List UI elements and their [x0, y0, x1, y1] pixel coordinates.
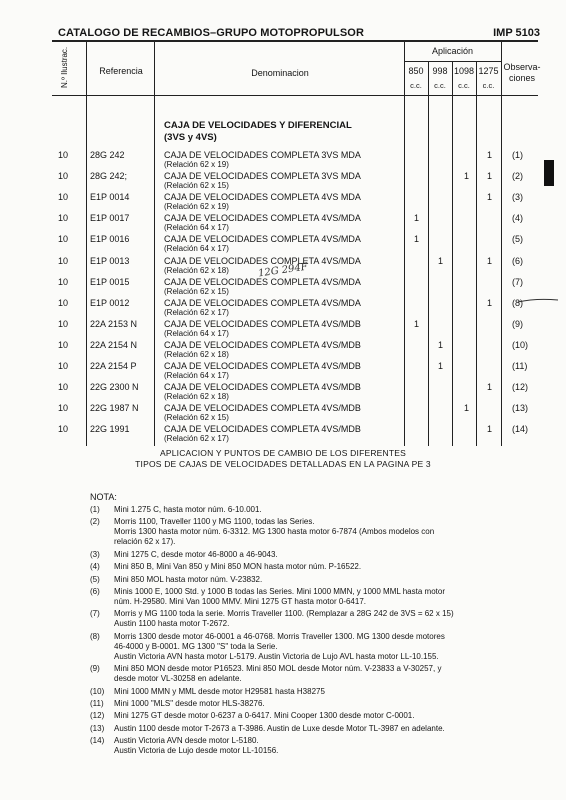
header-bottom-rule — [52, 95, 538, 96]
observation-ref: (14) — [512, 424, 529, 435]
note-text: desde motor VL-30258 en adelante. — [114, 674, 242, 684]
observation-ref: (11) — [512, 361, 528, 371]
note-text: Austin Victoria de Lujo desde motor LL-10156. — [114, 746, 279, 756]
col-header-application: Aplicación — [431, 46, 474, 56]
application-mark: 1 — [414, 318, 420, 329]
gear-ratio: (Relación 62 x 18) — [164, 392, 229, 402]
illustration-number: 10 — [58, 297, 69, 308]
table-row — [0, 150, 566, 171]
observation-ref: (9) — [512, 318, 523, 329]
part-description: CAJA DE VELOCIDADES COMPLETA 4VS/MDB — [164, 424, 361, 435]
note-text: 46-4000 y B-0001. MG 1300 "S" toda la Serie. — [114, 641, 278, 651]
table-row — [0, 298, 566, 319]
observation-ref: (8) — [512, 297, 523, 308]
part-description: CAJA DE VELOCIDADES COMPLETA 4VS/MDB — [164, 361, 361, 371]
note-key: (2) — [90, 517, 100, 527]
gear-ratio: (Relación 64 x 17) — [164, 371, 229, 380]
application-mark: 1 — [438, 361, 444, 371]
illustration-number: 10 — [58, 403, 69, 414]
illustration-number: 10 — [58, 171, 69, 182]
illustration-number: 10 — [58, 234, 69, 245]
note-text: Mini 1275 C, desde motor 46-8000 a 46-9043. — [114, 549, 278, 559]
part-description: CAJA DE VELOCIDADES COMPLETA 4VS/MDA — [164, 297, 361, 308]
catalog-code: IMP 5103 — [493, 27, 540, 39]
illustration-number: 10 — [58, 339, 69, 350]
illustration-number: 10 — [58, 150, 69, 160]
note-key: (9) — [90, 664, 100, 674]
col-header-description: Denominacion — [251, 68, 309, 78]
part-reference: 22A 2154 N — [90, 339, 138, 350]
observation-ref: (5) — [512, 234, 523, 245]
col-header-850: 850 — [408, 66, 424, 76]
illustration-number: 10 — [58, 318, 69, 329]
part-description: CAJA DE VELOCIDADES COMPLETA 4VS/MDB — [164, 382, 361, 393]
table-row — [0, 319, 566, 340]
note-key: (12) — [90, 711, 105, 721]
unit-998: c.c. — [434, 81, 446, 90]
col-header-illustration: N.º Ilustrac. — [60, 46, 69, 88]
table-row — [0, 403, 566, 424]
part-reference: 22G 1987 N — [90, 403, 139, 414]
part-reference: E1P 0016 — [90, 234, 130, 245]
part-description: CAJA DE VELOCIDADES COMPLETA 3VS MDA — [164, 150, 361, 160]
part-reference: E1P 0013 — [90, 255, 130, 266]
part-reference: E1P 0014 — [90, 192, 130, 203]
note-text: Minis 1000 E, 1000 Std. y 1000 B todas las Series. Mini 1000 MMN, y 1000 MML hasta motor — [114, 587, 445, 596]
part-description: CAJA DE VELOCIDADES COMPLETA 4VS/MDB — [164, 403, 361, 414]
application-mark: 1 — [464, 171, 470, 182]
note-key: (10) — [90, 686, 105, 696]
col-header-1275: 1275 — [478, 66, 499, 76]
handwritten-arrow — [516, 296, 560, 308]
table-row — [0, 192, 566, 213]
application-mark: 1 — [414, 234, 420, 245]
note-text: Morris 1300 desde motor 46-0001 a 46-0768. Morris Traveller 1300. MG 1300 desde motores — [114, 631, 445, 641]
note-text: Mini 1275 GT desde motor 0-6237 a 0-6417. Mini Cooper 1300 desde motor C-0001. — [114, 711, 415, 721]
note-key: (4) — [90, 562, 100, 572]
note-text: Mini 850 B, Mini Van 850 y Mini 850 MON hasta motor núm. P-16522. — [114, 562, 362, 572]
note-text: Austin Victoria AVN hasta motor L-5179. Austin Victoria de Lujo AVL hasta motor LL-10.155. — [114, 651, 439, 661]
gear-ratio: (Relación 64 x 17) — [164, 223, 229, 233]
note-text: Mini 1000 MMN y MML desde motor H29581 hasta H38275 — [114, 686, 325, 696]
observation-ref: (4) — [512, 213, 523, 224]
observation-ref: (1) — [512, 150, 523, 160]
note-key: (13) — [90, 723, 105, 733]
note-key: (8) — [90, 631, 100, 641]
section-title-line-2: (3VS y 4VS) — [164, 132, 217, 143]
part-reference: 22A 2153 N — [90, 318, 138, 329]
gear-ratio: (Relación 62 x 18) — [164, 265, 229, 275]
note-text: Austin 1100 desde motor T-2673 a T-3986. Austin de Luxe desde Motor TL-3987 en adelante. — [114, 723, 445, 733]
gear-ratio: (Relación 62 x 15) — [164, 181, 229, 191]
catalog-title: CATALOGO DE RECAMBIOS–GRUPO MOTOPROPULSOR — [58, 27, 365, 39]
part-description: CAJA DE VELOCIDADES COMPLETA 4VS/MDA — [164, 234, 361, 245]
unit-1098: c.c. — [458, 81, 470, 90]
application-mark: 1 — [487, 255, 493, 266]
header-top-rule — [52, 40, 538, 42]
observation-ref: (10) — [512, 339, 529, 350]
application-mark: 1 — [487, 150, 493, 160]
part-reference: 28G 242 — [90, 150, 125, 160]
application-mark: 1 — [487, 297, 493, 308]
part-description: CAJA DE VELOCIDADES COMPLETA 4VS/MDB — [164, 339, 361, 350]
observation-ref: (13) — [512, 403, 529, 414]
application-mark: 1 — [414, 213, 420, 224]
application-subtitle-1: APLICACION Y PUNTOS DE CAMBIO DE LOS DIFERENTES — [159, 448, 407, 458]
part-description: CAJA DE VELOCIDADES COMPLETA 4VS/MDB — [164, 318, 361, 329]
table-row — [0, 340, 566, 361]
illustration-number: 10 — [58, 255, 69, 266]
note-text: Mini 850 MON desde motor P16523. Mini 850 MOL desde Motor núm. V-23833 a V-30257, y — [114, 664, 442, 674]
unit-850: c.c. — [410, 81, 422, 90]
illustration-number: 10 — [58, 382, 69, 393]
note-text: Morris y MG 1100 toda la serie. Morris Traveller 1100. (Remplazar a 28G 242 de 3VS = 62 x 15) — [114, 609, 454, 619]
illustration-number: 10 — [58, 361, 69, 371]
handwritten-annotation: 12G 294F — [257, 261, 309, 280]
illustration-number: 10 — [58, 213, 69, 224]
section-title-line-1: CAJA DE VELOCIDADES Y DIFERENCIAL — [164, 120, 352, 131]
part-reference: 22A 2154 P — [90, 361, 137, 371]
part-description: CAJA DE VELOCIDADES COMPLETA 4VS/MDA — [164, 255, 361, 266]
application-mark: 1 — [438, 339, 444, 350]
gear-ratio: (Relación 62 x 17) — [164, 434, 229, 444]
col-header-1098: 1098 — [453, 66, 475, 76]
table-row — [0, 234, 566, 255]
notes-title: NOTA: — [90, 492, 117, 502]
note-text: Austin Victoria AVN desde motor L-5180. — [114, 736, 259, 746]
note-text: Morris 1100, Traveller 1100 y MG 1100, todas las Series. — [114, 517, 315, 527]
note-text: Austin 1100 hasta motor T-2672. — [114, 619, 230, 629]
part-description: CAJA DE VELOCIDADES COMPLETA 4VS MDA — [164, 192, 361, 203]
observation-ref: (7) — [512, 276, 523, 287]
gear-ratio: (Relación 62 x 15) — [164, 413, 229, 423]
gear-ratio: (Relación 62 x 19) — [164, 202, 229, 212]
table-row — [0, 171, 566, 192]
note-text: Mini 1.275 C, hasta motor núm. 6-10.001. — [114, 505, 262, 514]
illustration-number: 10 — [58, 424, 69, 435]
application-mark: 1 — [487, 171, 493, 182]
note-key: (5) — [90, 574, 100, 584]
note-text: núm. H-29580. Mini Van 1000 MMV. Mini 1275 GT hasta motor 0-6417. — [114, 597, 366, 606]
part-reference: 28G 242; — [90, 171, 128, 182]
observation-ref: (2) — [512, 171, 523, 182]
gear-ratio: (Relación 64 x 17) — [164, 328, 229, 338]
observation-ref: (3) — [512, 192, 523, 203]
application-mark: 1 — [487, 424, 493, 435]
gear-ratio: (Relación 62 x 19) — [164, 160, 229, 169]
illustration-number: 10 — [58, 192, 69, 203]
application-mark: 1 — [438, 255, 444, 266]
table-row — [0, 382, 566, 403]
table-row — [0, 361, 566, 382]
table-row — [0, 424, 566, 445]
observation-ref: (6) — [512, 255, 523, 266]
gear-ratio: (Relación 62 x 15) — [164, 286, 229, 296]
note-key: (14) — [90, 736, 105, 746]
gear-ratio: (Relación 62 x 17) — [164, 307, 229, 317]
part-reference: E1P 0017 — [90, 213, 130, 224]
table-row — [0, 213, 566, 234]
note-text: Mini 850 MOL hasta motor núm. V-23832. — [114, 574, 263, 584]
note-key: (6) — [90, 587, 100, 596]
gear-ratio: (Relación 64 x 17) — [164, 244, 229, 254]
table-row — [0, 277, 566, 298]
note-key: (7) — [90, 609, 100, 619]
binder-tab-mark — [544, 160, 554, 186]
application-mark: 1 — [487, 382, 493, 393]
part-description: CAJA DE VELOCIDADES COMPLETA 4VS/MDA — [164, 213, 361, 224]
part-reference: E1P 0012 — [90, 297, 130, 308]
observation-ref: (12) — [512, 382, 529, 393]
col-header-reference: Referencia — [99, 66, 143, 76]
note-text: relación 62 x 17). — [114, 537, 176, 547]
application-subtitle-2: TIPOS DE CAJAS DE VELOCIDADES DETALLADAS EN LA PAGINA PE 3 — [135, 459, 431, 469]
illustration-number: 10 — [58, 276, 69, 287]
part-reference: 22G 2300 N — [90, 382, 139, 393]
application-mark: 1 — [464, 403, 470, 414]
part-description: CAJA DE VELOCIDADES COMPLETA 3VS MDA — [164, 171, 361, 182]
part-description: CAJA DE VELOCIDADES COMPLETA 4VS/MDA — [164, 276, 361, 287]
part-reference: E1P 0015 — [90, 276, 130, 287]
section-title — [164, 120, 352, 144]
note-key: (3) — [90, 549, 100, 559]
col-header-observations: Observa- ciones — [503, 62, 541, 83]
part-reference: 22G 1991 — [90, 424, 130, 435]
application-mark: 1 — [487, 192, 493, 203]
note-text: Morris 1300 hasta motor núm. 6-3312. MG 1300 hasta motor 6-7874 (Ambos modelos con — [114, 527, 435, 537]
col-header-998: 998 — [432, 66, 448, 76]
note-key: (11) — [90, 699, 104, 708]
gear-ratio: (Relación 62 x 18) — [164, 349, 229, 359]
unit-1275: c.c. — [482, 81, 495, 90]
note-text: Mini 1000 "MLS" desde motor HLS-38276. — [114, 699, 265, 708]
note-key: (1) — [90, 505, 100, 514]
